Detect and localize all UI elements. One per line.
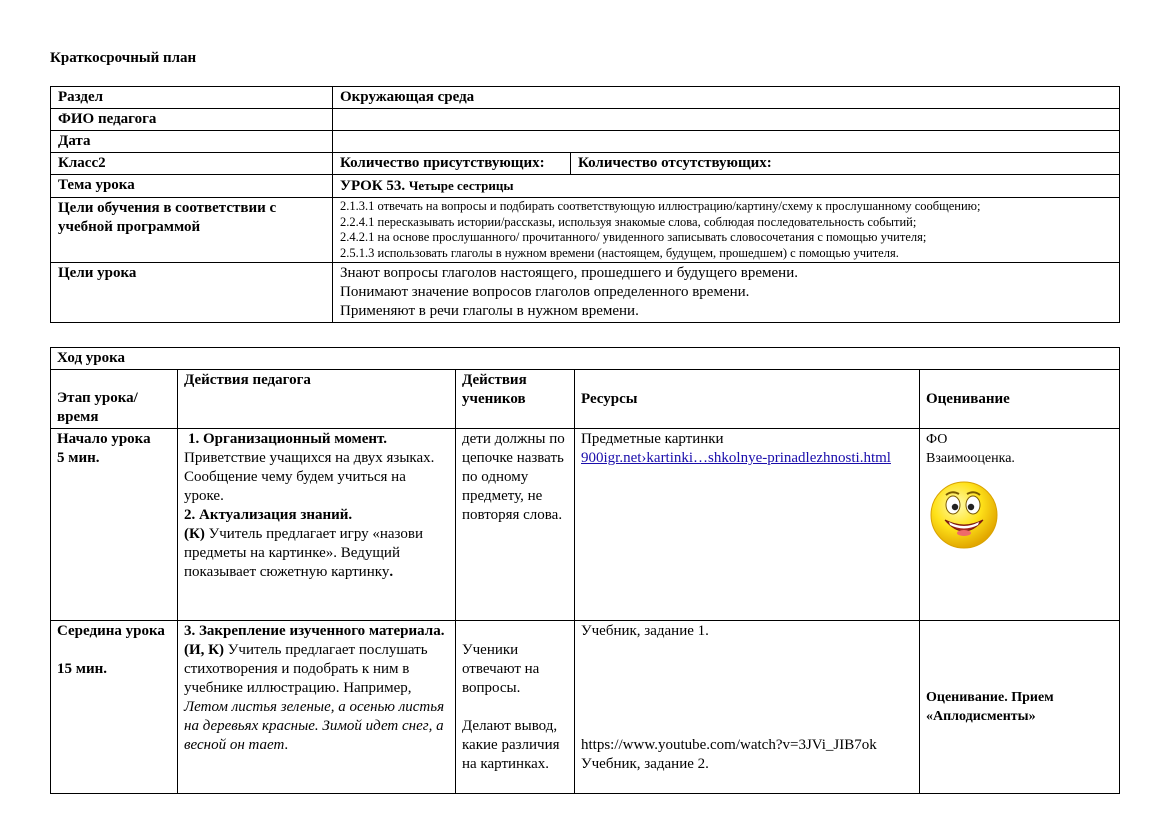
teacher-row [51, 109, 1120, 131]
task-description: Учитель предлагает послушать стихотворения и подобрать к ним в учебнике иллюстрацию. Например, [184, 642, 428, 696]
start-stage-time: 5 мин. [57, 450, 100, 466]
goal-item: 2.1.3.1 отвечать на вопросы и подбирать соответствующую иллюстрацию/картину/схему к прослушанному сообщению; [340, 199, 981, 213]
middle-stage [51, 621, 178, 794]
middle-teacher-actions [178, 621, 456, 794]
goals-program-list [333, 198, 1120, 263]
column-resources: Ресурсы [575, 370, 920, 429]
teacher-label: ФИО педагога [51, 109, 333, 131]
fix-material-title: 3. Закрепление изученного материала. [184, 623, 445, 639]
middle-resources [575, 621, 920, 794]
lesson-progress-table [50, 347, 1120, 794]
column-stage: Этап урока/время [51, 370, 178, 429]
resources-text: Предметные картинки [581, 431, 724, 447]
document-title: Краткосрочный план [50, 50, 197, 66]
resource-task-2: Учебник, задание 2. [581, 756, 709, 772]
start-stage [51, 429, 178, 621]
knowledge-title: 2. Актуализация знаний. [184, 507, 353, 523]
topic-row [51, 175, 1120, 198]
game-text [184, 525, 449, 582]
present-label: Количество присутствующих: [333, 153, 571, 175]
lesson-goals-list [333, 263, 1120, 323]
start-row [51, 429, 1120, 621]
smiley-face-icon [928, 478, 1000, 550]
middle-assessment: Оценивание. Прием «Аплодисменты» [920, 621, 1120, 794]
section-label: Раздел [51, 87, 333, 109]
class-row [51, 153, 1120, 175]
section-row [51, 87, 1120, 109]
org-moment-title: 1. Организационный момент. [188, 431, 388, 447]
pictures-link[interactable]: 900igr.net›kartinki…shkolnye-prinadlezhnosti.html [581, 450, 891, 466]
date-row [51, 131, 1120, 153]
goal-item: 2.5.1.3 использовать глаголы в нужном времени (настоящем, будущем, прошедшем) с помощью учителя. [340, 245, 899, 260]
start-resources [575, 429, 920, 621]
students-answer: Ученики отвечают на вопросы. [462, 642, 540, 696]
topic-label: Тема урока [51, 175, 333, 198]
progress-label: Ход урока [51, 348, 1120, 370]
goal-item: 2.2.4.1 пересказывать истории/рассказы, используя знакомые слова, соблюдая последовательность событий; [340, 214, 917, 229]
column-assessment: Оценивание [920, 370, 1120, 429]
game-description: Учитель предлагает игру «назови предметы на картинке». Ведущий показывает сюжетную картинку [184, 526, 424, 580]
start-student-actions: дети должны по цепочке назвать по одному предмету, не повторяя слова. [456, 429, 575, 621]
lesson-goals-row [51, 263, 1120, 323]
plan-header-table [50, 86, 1120, 323]
announce-text: Сообщение чему будем учиться на уроке. [184, 469, 406, 504]
task-text [184, 641, 449, 755]
topic-lesson-number: УРОК 53. [340, 178, 406, 194]
middle-stage-label: Середина урока [57, 623, 165, 639]
middle-stage-time: 15 мин. [57, 661, 108, 677]
greeting-text: Приветствие учащихся на двух языках. [184, 450, 435, 466]
column-students: Действия учеников [456, 370, 575, 429]
topic-value [333, 175, 1120, 198]
start-stage-label: Начало урока [57, 431, 151, 447]
poem-example: Летом листья зеленые, а осенью листья на деревьях красные. Зимой идет снег, а весной он тает [184, 699, 445, 753]
teacher-value [333, 109, 1120, 131]
assess-peer: Взаимооценка. [926, 451, 1015, 466]
resource-task-1: Учебник, задание 1. [581, 623, 709, 639]
start-assessment [920, 429, 1120, 621]
lesson-goal-item: Знают вопросы глаголов настоящего, прошедшего и будущего времени. [340, 265, 798, 281]
goals-program-row [51, 198, 1120, 263]
topic-name: Четыре сестрицы [408, 178, 514, 193]
column-teacher: Действия педагога [178, 370, 456, 429]
game-tag: (К) [184, 526, 205, 542]
column-header-row [51, 370, 1120, 429]
goals-program-label: Цели обучения в соответствии с учебной программой [51, 198, 333, 263]
lesson-goals-label: Цели урока [51, 263, 333, 323]
youtube-url: https://www.youtube.com/watch?v=3JVi_JIB7ok [581, 737, 877, 753]
middle-row [51, 621, 1120, 794]
middle-student-actions [456, 621, 575, 794]
start-teacher-actions [178, 429, 456, 621]
lesson-goal-item: Понимают значение вопросов глаголов определенного времени. [340, 284, 750, 300]
date-label: Дата [51, 131, 333, 153]
date-value [333, 131, 1120, 153]
task-tag: (И, К) [184, 642, 225, 658]
game-end: . [389, 564, 394, 580]
progress-label-row [51, 348, 1120, 370]
assess-fo: ФО [926, 432, 948, 447]
goal-item: 2.4.2.1 на основе прослушанного/ прочитанного/ увиденного записывать словосочетания с помощью учителя; [340, 230, 927, 244]
absent-label: Количество отсутствующих: [571, 153, 1120, 175]
section-value: Окружающая среда [333, 87, 1120, 109]
students-conclude: Делают вывод, какие различия на картинках. [462, 718, 560, 772]
class-label: Класс2 [51, 153, 333, 175]
poem-example-end: . [284, 737, 289, 753]
lesson-goal-item: Применяют в речи глаголы в нужном времени. [340, 303, 639, 319]
